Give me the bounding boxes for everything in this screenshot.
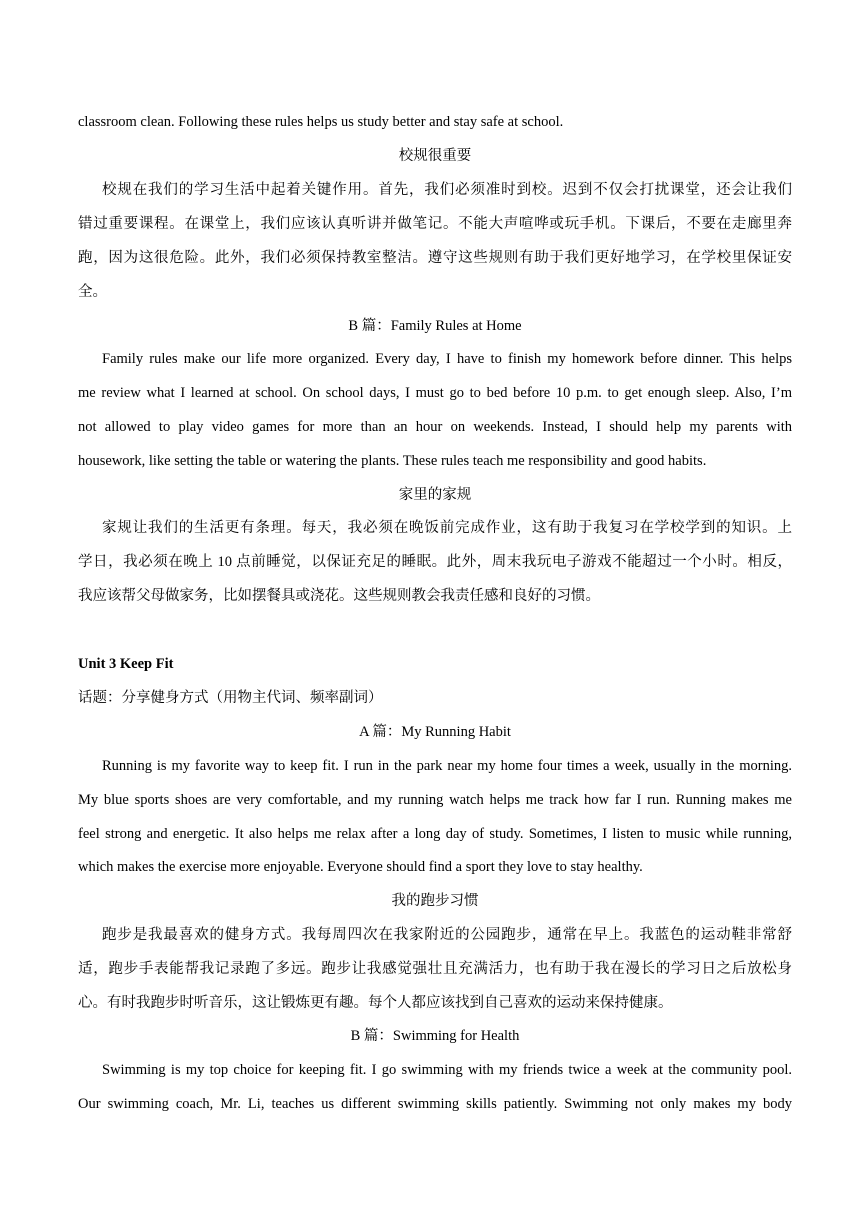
paragraph-line: housework, like setting the table or watering the plants. These rules teach me responsibility and good habits. (78, 453, 707, 469)
paragraph-line: 适，跑步手表能帮我记录跑了多远。跑步让我感觉强壮且充满活力，也有助于我在漫长的学习日之后放松身 (78, 961, 792, 977)
paragraph-line: Running is my favorite way to keep fit. I run in the park near my home four times a week, usually in the morning. (102, 758, 792, 774)
paragraph-line: feel strong and energetic. It also helps me relax after a long day of study. Sometimes, I listen to music while running, (78, 826, 792, 842)
paragraph-line: Our swimming coach, Mr. Li, teaches us different swimming skills patiently. Swimming not only makes my body (78, 1096, 792, 1112)
paragraph-line: not allowed to play video games for more than an hour on weekends. Instead, I should help my parents with (78, 419, 792, 435)
section-title: 家里的家规 (398, 487, 472, 503)
paragraph-line: Swimming is my top choice for keeping fit. I go swimming with my friends twice a week at the community pool. (102, 1062, 792, 1078)
paragraph-line: 学日，我必须在晚上 10 点前睡觉，以保证充足的睡眠。此外，周末我玩电子游戏不能超过一个小时。相反， (78, 554, 792, 570)
paragraph-line: 我应该帮父母做家务，比如摆餐具或浇花。这些规则教会我责任感和良好的习惯。 (78, 588, 600, 604)
unit-heading: Unit 3 Keep Fit (78, 656, 174, 672)
paragraph-line: 家规让我们的生活更有条理。每天，我必须在晚饭前完成作业，这有助于我复习在学校学到的知识。上 (102, 520, 792, 536)
section-title: 校规很重要 (398, 148, 472, 164)
paragraph-line: me review what I learned at school. On school days, I must go to bed before 10 p.m. to get enough sleep. Also, I’m (78, 385, 792, 401)
paragraph-line: classroom clean. Following these rules helps us study better and stay safe at school. (78, 114, 564, 130)
section-title: B 篇：Swimming for Health (350, 1028, 520, 1044)
section-title: B 篇：Family Rules at Home (348, 318, 522, 334)
paragraph-line: 心。有时我跑步时听音乐，这让锻炼更有趣。每个人都应该找到自己喜欢的运动来保持健康。 (78, 995, 673, 1011)
section-title: 我的跑步习惯 (391, 893, 479, 909)
paragraph-line: 跑，因为这很危险。此外，我们必须保持教室整洁。遵守这些规则有助于我们更好地学习，在学校里保证安 (78, 250, 792, 266)
section-title: A 篇：My Running Habit (359, 724, 511, 740)
paragraph-line: 跑步是我最喜欢的健身方式。我每周四次在我家附近的公园跑步，通常在早上。我蓝色的运动鞋非常舒 (102, 927, 792, 943)
paragraph-line: 错过重要课程。在课堂上，我们应该认真听讲并做笔记。不能大声喧哗或玩手机。下课后，不要在走廊里奔 (78, 216, 792, 232)
topic-line: 话题：分享健身方式（用物主代词、频率副词） (78, 690, 383, 706)
paragraph-line: which makes the exercise more enjoyable. Everyone should find a sport they love to stay healthy. (78, 859, 643, 875)
paragraph-line: 全。 (78, 284, 107, 300)
paragraph-line: My blue sports shoes are very comfortable, and my running watch helps me track how far I run. Running makes me (78, 792, 792, 808)
paragraph-line: 校规在我们的学习生活中起着关键作用。首先，我们必须准时到校。迟到不仅会打扰课堂，还会让我们 (102, 182, 792, 198)
paragraph-line: Family rules make our life more organized. Every day, I have to finish my homework before dinner. This helps (102, 351, 792, 367)
